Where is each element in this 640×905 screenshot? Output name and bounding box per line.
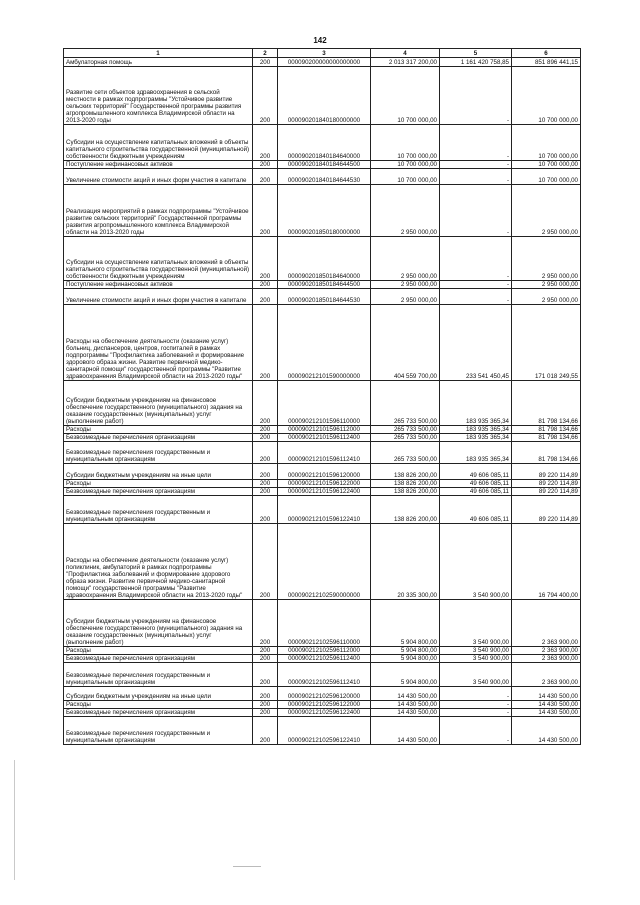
table-row — [64, 480, 581, 488]
row-name: Расходы на обеспечение деятельности (оказание услуг) больниц, диспансеров, центров, госпиталей в рамках подпрограммы "Профилактика заболеваний и формирование здорового образа жизни. Развитие первичной медико-санитарной помощи" государственной программы "Развитие здравоохранения Владимирской области на 2013-2020 годы" — [64, 305, 253, 381]
row-executed-amount: 49 606 085,11 — [440, 496, 512, 524]
row-approved-amount: 2 950 000,00 — [371, 281, 440, 289]
row-name: Развитие сети объектов здравоохранения в сельской местности в рамках подпрограммы "Устойчивое развитие сельских территорий" Государственной программы развития агропромышленного комплекса Владимирской области на 2013-2020 годы — [64, 67, 253, 125]
row-approved-amount: 10 700 000,00 — [371, 169, 440, 185]
table-row — [64, 496, 581, 524]
row-classification-code: 000090212102596112400 — [278, 655, 371, 663]
row-classification-code: 000090201850184640000 — [278, 237, 371, 281]
table-row — [64, 426, 581, 434]
row-executed-amount: 183 935 365,34 — [440, 381, 512, 426]
row-unexecuted-amount: 89 220 114,89 — [512, 496, 581, 524]
table-row — [64, 381, 581, 426]
row-classification-code: 000090212101596112400 — [278, 434, 371, 442]
row-name: Субсидии бюджетным учреждениям на иные цели — [64, 464, 253, 480]
row-executed-amount: - — [440, 289, 512, 305]
row-unexecuted-amount: 14 430 500,00 — [512, 701, 581, 709]
table-row — [64, 655, 581, 663]
row-executed-amount: 3 540 900,00 — [440, 655, 512, 663]
row-name — [64, 717, 253, 745]
row-classification-code: 000090201840184640000 — [278, 125, 371, 161]
table-body — [64, 58, 581, 745]
row-name — [64, 663, 253, 687]
row-name-text: Реализация мероприятий в рамках подпрограммы "Устойчивое развитие сельских территорий" Государственной программы развития агропромышленного комплекса Владимирской области на 2013-2020 годы — [66, 208, 249, 236]
row-name: Расходы на обеспечение деятельности (оказание услуг) поликлиник, амбулаторий в рамках подпрограммы "Профилактика заболеваний и формирование здорового образа жизни. Развитие первичной медико-санитарной помощи" государственной программы "Развитие здравоохранения Владимирской области на 2013-2020 годы" — [64, 524, 253, 600]
row-executed-amount: - — [440, 701, 512, 709]
row-unexecuted-amount: 10 700 000,00 — [512, 67, 581, 125]
row-classification-code: 000090212101590000000 — [278, 305, 371, 381]
row-executed-amount: - — [440, 185, 512, 237]
row-section-code: 200 — [253, 496, 278, 524]
row-classification-code: 000090212101596112410 — [278, 442, 371, 464]
row-name-text: Субсидии на осуществление капитальных вложений в объекты капитального строительства государственной (муниципальной) собственности бюджетным учреждениям — [66, 139, 250, 160]
row-name-text: Безвозмездные перечисления государственным и муниципальным организациям — [66, 730, 211, 744]
row-unexecuted-amount: 2 363 900,00 — [512, 663, 581, 687]
row-executed-amount: - — [440, 717, 512, 745]
row-unexecuted-amount: 10 700 000,00 — [512, 161, 581, 169]
row-approved-amount: 14 430 500,00 — [371, 709, 440, 717]
row-classification-code: 000090212101596122400 — [278, 488, 371, 496]
row-section-code: 200 — [253, 426, 278, 434]
row-name: Расходы — [64, 480, 253, 488]
row-approved-amount: 265 733 500,00 — [371, 426, 440, 434]
budget-table — [63, 48, 581, 745]
row-name: Безвозмездные перечисления организациям — [64, 655, 253, 663]
row-unexecuted-amount: 81 798 134,66 — [512, 442, 581, 464]
row-executed-amount: 183 935 365,34 — [440, 434, 512, 442]
row-approved-amount: 14 430 500,00 — [371, 717, 440, 745]
table-row — [64, 125, 581, 161]
row-unexecuted-amount: 14 430 500,00 — [512, 709, 581, 717]
row-approved-amount: 10 700 000,00 — [371, 67, 440, 125]
table-row — [64, 600, 581, 647]
row-approved-amount: 2 950 000,00 — [371, 289, 440, 305]
row-approved-amount: 265 733 500,00 — [371, 434, 440, 442]
row-executed-amount: 49 606 085,11 — [440, 488, 512, 496]
row-executed-amount: 1 161 420 758,85 — [440, 58, 512, 67]
row-approved-amount: 5 904 800,00 — [371, 663, 440, 687]
row-name: Амбулаторная помощь — [64, 58, 253, 67]
row-classification-code: 000090212102596112000 — [278, 647, 371, 655]
header-col-2: 2 — [253, 49, 278, 58]
row-section-code: 200 — [253, 717, 278, 745]
row-unexecuted-amount: 81 798 134,66 — [512, 434, 581, 442]
table-row — [64, 488, 581, 496]
row-unexecuted-amount: 2 950 000,00 — [512, 281, 581, 289]
row-unexecuted-amount: 2 363 900,00 — [512, 647, 581, 655]
table-row — [64, 289, 581, 305]
row-name: Субсидии бюджетным учреждениям на финансовое обеспечение государственного (муниципального) задания на оказание государственных (муниципальных) услуг (выполнение работ) — [64, 600, 253, 647]
row-classification-code: 000090212102596110000 — [278, 600, 371, 647]
row-name — [64, 442, 253, 464]
row-executed-amount: - — [440, 161, 512, 169]
row-approved-amount: 10 700 000,00 — [371, 161, 440, 169]
table-row — [64, 701, 581, 709]
scan-margin-line — [14, 760, 15, 880]
row-executed-amount: 3 540 900,00 — [440, 600, 512, 647]
header-col-6: 6 — [512, 49, 581, 58]
table-row — [64, 717, 581, 745]
row-section-code: 200 — [253, 169, 278, 185]
header-col-3: 3 — [278, 49, 371, 58]
header-col-5: 5 — [440, 49, 512, 58]
row-section-code: 200 — [253, 687, 278, 701]
row-classification-code: 000090212102590000000 — [278, 524, 371, 600]
row-executed-amount: 3 540 900,00 — [440, 524, 512, 600]
row-classification-code: 000090201840184644530 — [278, 169, 371, 185]
row-unexecuted-amount: 81 798 134,66 — [512, 426, 581, 434]
row-section-code: 200 — [253, 58, 278, 67]
table-row — [64, 161, 581, 169]
row-section-code: 200 — [253, 185, 278, 237]
row-classification-code: 000090212101596110000 — [278, 381, 371, 426]
row-section-code: 200 — [253, 289, 278, 305]
table-row — [64, 185, 581, 237]
row-name: Поступление нефинансовых активов — [64, 281, 253, 289]
row-approved-amount: 2 950 000,00 — [371, 237, 440, 281]
row-unexecuted-amount: 2 363 900,00 — [512, 655, 581, 663]
table-row — [64, 709, 581, 717]
row-approved-amount: 404 559 700,00 — [371, 305, 440, 381]
row-section-code: 200 — [253, 125, 278, 161]
header-col-1: 1 — [64, 49, 253, 58]
row-name: Безвозмездные перечисления организациям — [64, 709, 253, 717]
row-approved-amount: 265 733 500,00 — [371, 381, 440, 426]
row-name — [64, 185, 253, 237]
row-section-code: 200 — [253, 434, 278, 442]
row-name — [64, 237, 253, 281]
row-approved-amount: 265 733 500,00 — [371, 442, 440, 464]
row-name — [64, 125, 253, 161]
row-unexecuted-amount: 851 896 441,15 — [512, 58, 581, 67]
row-unexecuted-amount: 10 700 000,00 — [512, 125, 581, 161]
table-row — [64, 58, 581, 67]
table-row — [64, 434, 581, 442]
table-row — [64, 687, 581, 701]
row-executed-amount: - — [440, 169, 512, 185]
row-executed-amount: 49 606 085,11 — [440, 480, 512, 488]
row-classification-code: 000090212102596122410 — [278, 717, 371, 745]
row-name: Увеличение стоимости акций и иных форм участия в капитале — [64, 289, 253, 305]
row-section-code: 200 — [253, 464, 278, 480]
row-name-text: Безвозмездные перечисления государственным и муниципальным организациям — [66, 509, 211, 523]
row-section-code: 200 — [253, 663, 278, 687]
table-row — [64, 67, 581, 125]
row-unexecuted-amount: 2 950 000,00 — [512, 237, 581, 281]
page-number: 142 — [313, 36, 327, 45]
row-name: Безвозмездные перечисления организациям — [64, 434, 253, 442]
row-executed-amount: 233 541 450,45 — [440, 305, 512, 381]
row-section-code: 200 — [253, 442, 278, 464]
row-name-text: Субсидии на осуществление капитальных вложений в объекты капитального строительства государственной (муниципальной) собственности бюджетным учреждениям — [66, 259, 250, 280]
row-section-code: 200 — [253, 161, 278, 169]
row-section-code: 200 — [253, 647, 278, 655]
row-name: Безвозмездные перечисления организациям — [64, 488, 253, 496]
row-unexecuted-amount: 2 363 900,00 — [512, 600, 581, 647]
row-unexecuted-amount: 89 220 114,89 — [512, 464, 581, 480]
table-row — [64, 169, 581, 185]
row-approved-amount: 138 826 200,00 — [371, 496, 440, 524]
row-classification-code: 000090212102596122000 — [278, 701, 371, 709]
footer-mark — [233, 866, 261, 867]
table-row — [64, 442, 581, 464]
row-classification-code: 000090212101596122410 — [278, 496, 371, 524]
row-classification-code: 000090201850184644500 — [278, 281, 371, 289]
row-classification-code: 000090212102596120000 — [278, 687, 371, 701]
row-name: Субсидии бюджетным учреждениям на иные цели — [64, 687, 253, 701]
row-section-code: 200 — [253, 237, 278, 281]
table-row — [64, 237, 581, 281]
table-row — [64, 663, 581, 687]
row-executed-amount: 183 935 365,34 — [440, 426, 512, 434]
row-name-text: Безвозмездные перечисления государственным и муниципальным организациям — [66, 449, 211, 463]
row-unexecuted-amount: 81 798 134,66 — [512, 381, 581, 426]
row-name: Расходы — [64, 426, 253, 434]
row-approved-amount: 14 430 500,00 — [371, 687, 440, 701]
row-unexecuted-amount: 16 794 400,00 — [512, 524, 581, 600]
table-row — [64, 281, 581, 289]
row-approved-amount: 5 904 800,00 — [371, 600, 440, 647]
row-section-code: 200 — [253, 600, 278, 647]
row-section-code: 200 — [253, 701, 278, 709]
row-classification-code: 000090212101596112000 — [278, 426, 371, 434]
row-section-code: 200 — [253, 281, 278, 289]
row-section-code: 200 — [253, 488, 278, 496]
row-executed-amount: 3 540 900,00 — [440, 647, 512, 655]
row-executed-amount: - — [440, 237, 512, 281]
row-executed-amount: - — [440, 67, 512, 125]
row-classification-code: 000090212102596122400 — [278, 709, 371, 717]
row-classification-code: 000090201840184644500 — [278, 161, 371, 169]
row-unexecuted-amount: 2 950 000,00 — [512, 185, 581, 237]
row-section-code: 200 — [253, 67, 278, 125]
row-name: Расходы — [64, 647, 253, 655]
row-unexecuted-amount: 2 950 000,00 — [512, 289, 581, 305]
row-approved-amount: 14 430 500,00 — [371, 701, 440, 709]
row-name: Увеличение стоимости акций и иных форм участия в капитале — [64, 169, 253, 185]
row-name: Расходы — [64, 701, 253, 709]
row-classification-code: 000090212101596120000 — [278, 464, 371, 480]
row-section-code: 200 — [253, 709, 278, 717]
row-executed-amount: - — [440, 281, 512, 289]
row-executed-amount: - — [440, 687, 512, 701]
row-executed-amount: - — [440, 125, 512, 161]
row-approved-amount: 5 904 800,00 — [371, 655, 440, 663]
row-executed-amount: 183 935 365,34 — [440, 442, 512, 464]
table-row — [64, 647, 581, 655]
row-unexecuted-amount: 171 018 249,55 — [512, 305, 581, 381]
table-row — [64, 464, 581, 480]
row-classification-code: 000090200000000000000 — [278, 58, 371, 67]
row-approved-amount: 20 335 300,00 — [371, 524, 440, 600]
row-unexecuted-amount: 14 430 500,00 — [512, 687, 581, 701]
row-name: Субсидии бюджетным учреждениям на финансовое обеспечение государственного (муниципального) задания на оказание государственных (муниципальных) услуг (выполнение работ) — [64, 381, 253, 426]
row-approved-amount: 10 700 000,00 — [371, 125, 440, 161]
row-section-code: 200 — [253, 480, 278, 488]
row-classification-code: 000090212101596122000 — [278, 480, 371, 488]
row-name — [64, 496, 253, 524]
row-section-code: 200 — [253, 381, 278, 426]
row-approved-amount: 138 826 200,00 — [371, 488, 440, 496]
row-approved-amount: 2 013 317 200,00 — [371, 58, 440, 67]
row-section-code: 200 — [253, 524, 278, 600]
row-approved-amount: 2 950 000,00 — [371, 185, 440, 237]
row-executed-amount: - — [440, 709, 512, 717]
row-unexecuted-amount: 89 220 114,89 — [512, 488, 581, 496]
row-classification-code: 000090201850184644530 — [278, 289, 371, 305]
row-classification-code: 000090212102596112410 — [278, 663, 371, 687]
row-classification-code: 000090201840180000000 — [278, 67, 371, 125]
row-approved-amount: 138 826 200,00 — [371, 464, 440, 480]
row-classification-code: 000090201850180000000 — [278, 185, 371, 237]
row-section-code: 200 — [253, 655, 278, 663]
table-header-row — [64, 49, 581, 58]
row-name: Поступление нефинансовых активов — [64, 161, 253, 169]
row-unexecuted-amount: 89 220 114,89 — [512, 480, 581, 488]
row-unexecuted-amount: 14 430 500,00 — [512, 717, 581, 745]
header-col-4: 4 — [371, 49, 440, 58]
row-executed-amount: 49 606 085,11 — [440, 464, 512, 480]
row-executed-amount: 3 540 900,00 — [440, 663, 512, 687]
row-approved-amount: 138 826 200,00 — [371, 480, 440, 488]
row-section-code: 200 — [253, 305, 278, 381]
row-approved-amount: 5 904 800,00 — [371, 647, 440, 655]
row-unexecuted-amount: 10 700 000,00 — [512, 169, 581, 185]
row-name-text: Безвозмездные перечисления государственным и муниципальным организациям — [66, 672, 211, 686]
table-row — [64, 524, 581, 600]
table-row — [64, 305, 581, 381]
